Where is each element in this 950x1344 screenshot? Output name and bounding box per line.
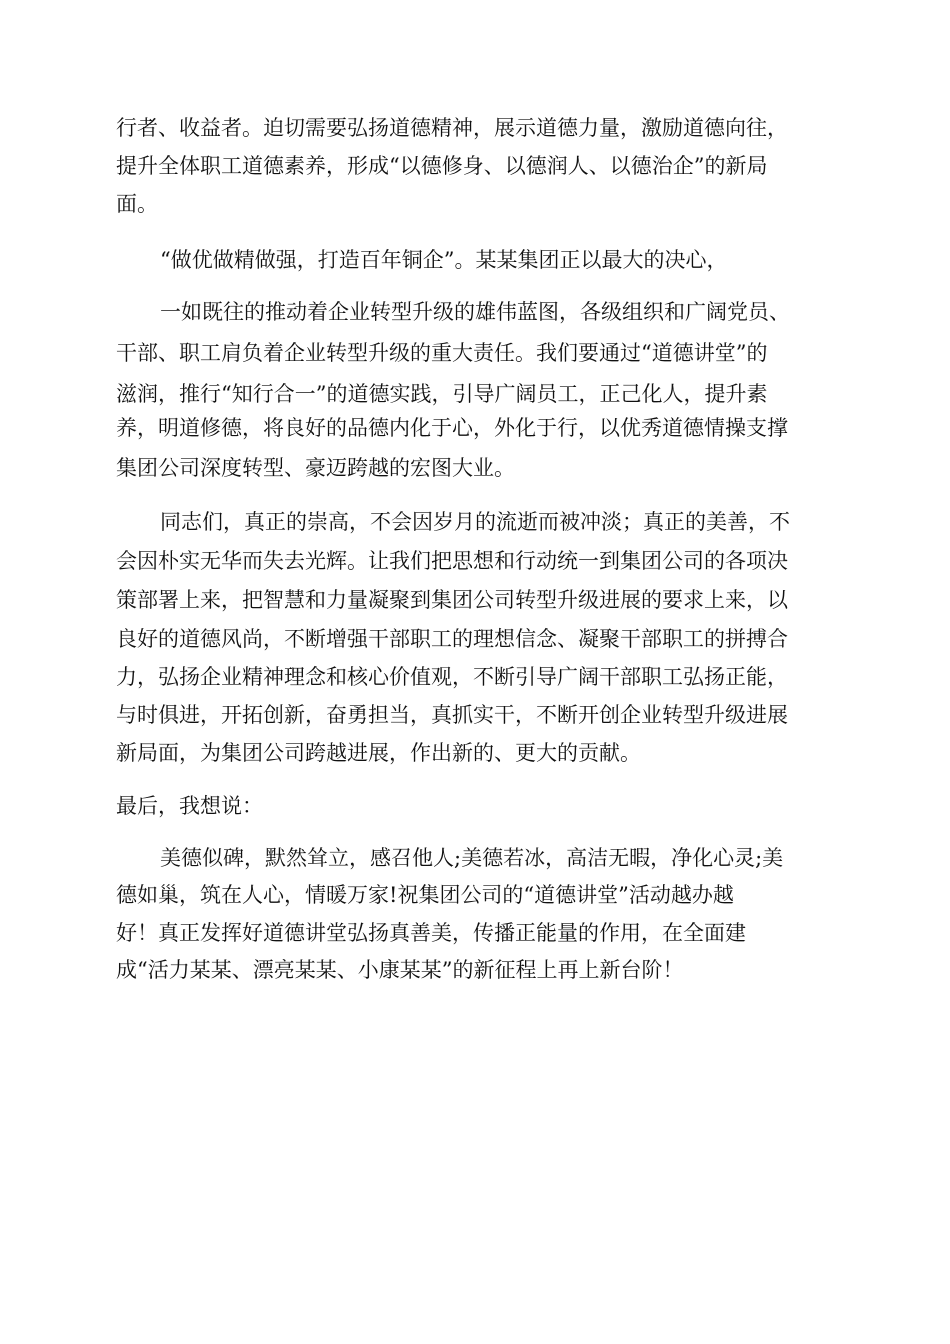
- paragraph-6-line-4: 成“活力某某、漂亮某某、小康某某”的新征程上再上新台阶！: [116, 958, 684, 982]
- paragraph-6-line-2: 德如巢，筑在人心，情暖万家!祝集团公司的“道德讲堂”活动越办越: [116, 883, 734, 907]
- paragraph-4-line-2: 会因朴实无华而失去光辉。让我们把思想和行动统一到集团公司的各项决: [116, 549, 788, 573]
- paragraph-3-line-3: 滋润，推行“知行合一”的道德实践，引导广阔员工，正己化人，提升素: [116, 382, 768, 406]
- paragraph-1-line-1: 行者、收益者。迫切需要弘扬道德精神，展示道德力量，激励道德向往，: [116, 116, 788, 140]
- paragraph-3-line-4: 养，明道修德，将良好的品德内化于心，外化于行，以优秀道德情操支撑: [116, 416, 788, 440]
- paragraph-2-line-1: “做优做精做强，打造百年铜企”。某某集团正以最大的决心，: [160, 248, 728, 272]
- paragraph-3-line-5: 集团公司深度转型、豪迈跨越的宏图大业。: [116, 456, 515, 480]
- paragraph-4-line-4: 良好的道德风尚，不断增强干部职工的理想信念、凝聚干部职工的拼搏合: [116, 627, 788, 651]
- paragraph-6-line-1: 美德似碑，默然耸立，感召他人;美德若冰，高洁无暇，净化心灵;美: [160, 846, 784, 870]
- paragraph-3-line-2: 干部、职工肩负着企业转型升级的重大责任。我们要通过“道德讲堂”的: [116, 341, 768, 365]
- paragraph-4-line-1: 同志们，真正的崇高，不会因岁月的流逝而被冲淡；真正的美善，不: [160, 510, 790, 534]
- paragraph-4-line-5: 力，弘扬企业精神理念和核心价值观，不断引导广阔干部职工弘扬正能，: [116, 665, 788, 689]
- paragraph-1-line-3: 面。: [116, 192, 158, 216]
- paragraph-6-line-3: 好！真正发挥好道德讲堂弘扬真善美，传播正能量的作用，在全面建: [116, 921, 746, 945]
- paragraph-5-line-1: 最后，我想说：: [116, 794, 263, 818]
- paragraph-3-line-1: 一如既往的推动着企业转型升级的雄伟蓝图，各级组织和广阔党员、: [160, 300, 790, 324]
- paragraph-4-line-7: 新局面，为集团公司跨越进展，作出新的、更大的贡献。: [116, 741, 641, 765]
- paragraph-4-line-3: 策部署上来，把智慧和力量凝聚到集团公司转型升级进展的要求上来，以: [116, 588, 788, 612]
- paragraph-1-line-2: 提升全体职工道德素养，形成“以德修身、以德润人、以德治企”的新局: [116, 154, 768, 178]
- paragraph-4-line-6: 与时俱进，开拓创新，奋勇担当，真抓实干，不断开创企业转型升级进展: [116, 703, 788, 727]
